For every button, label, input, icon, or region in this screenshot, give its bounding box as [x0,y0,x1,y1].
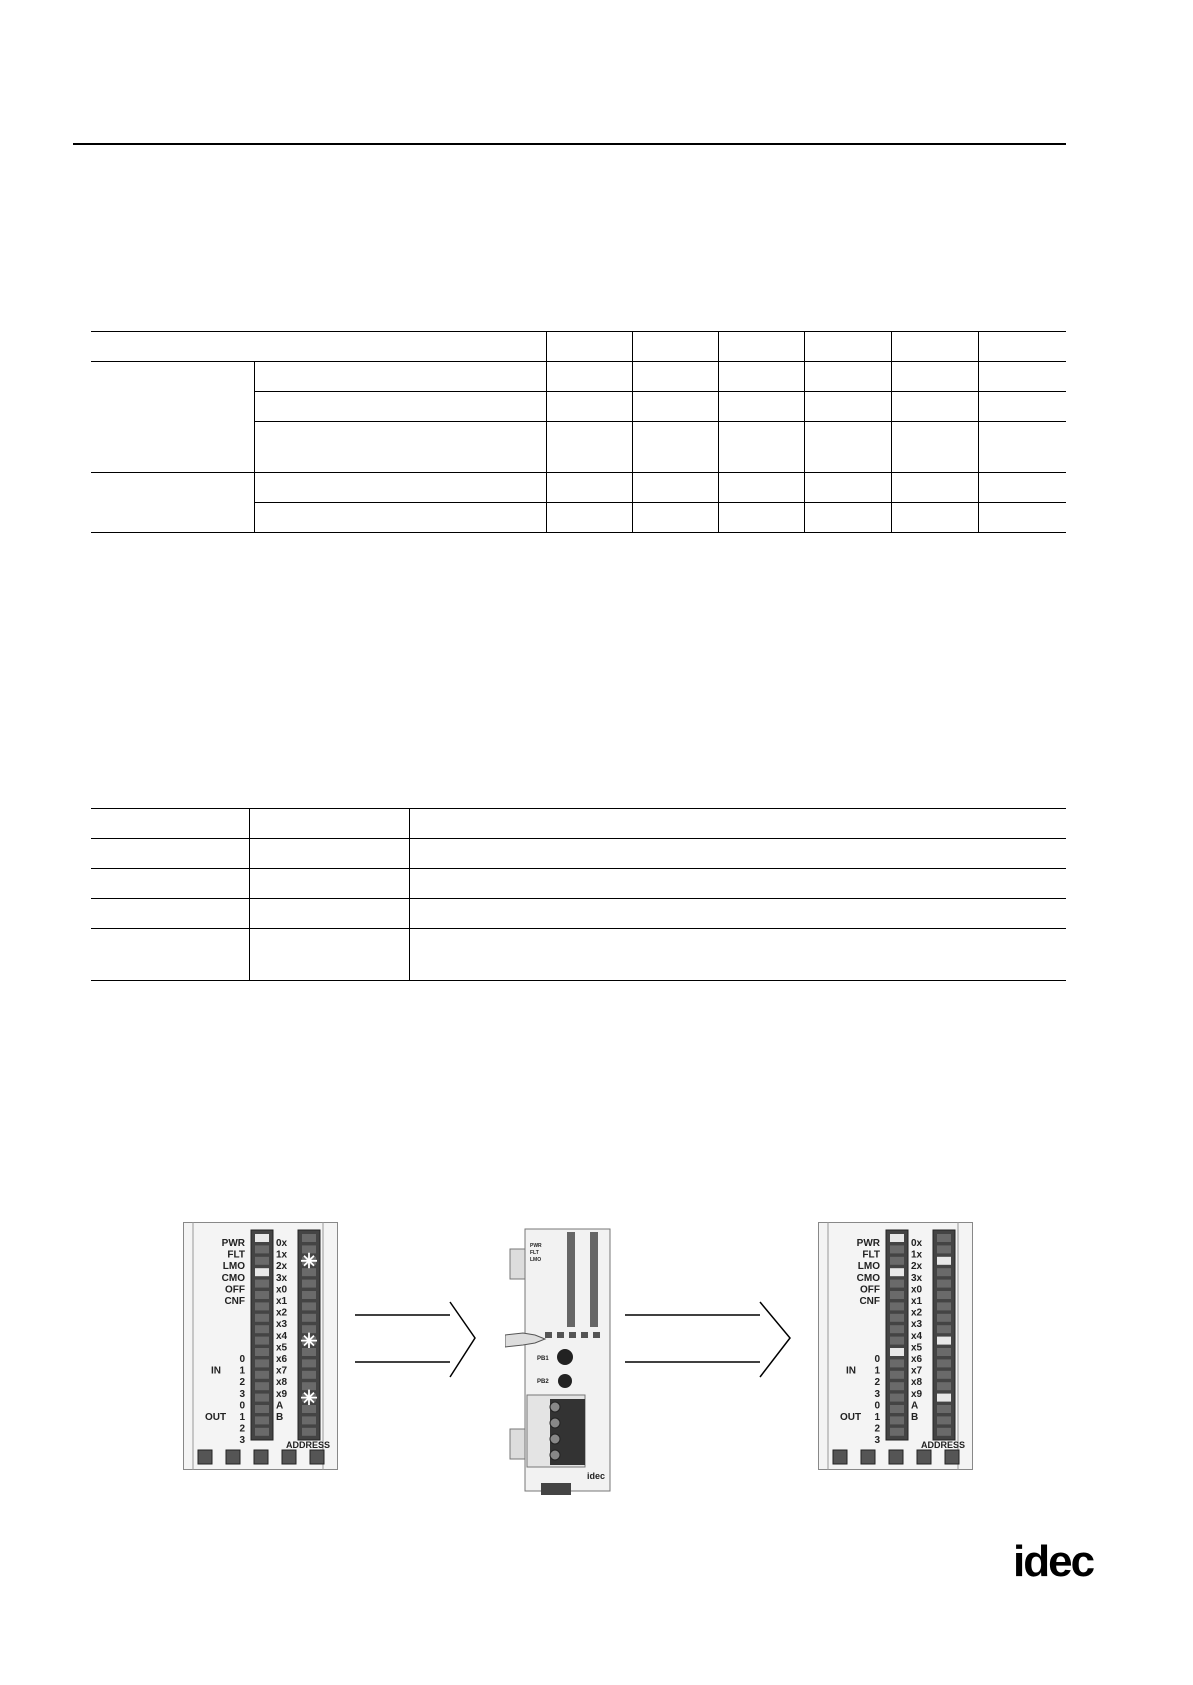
address-label: x6 [911,1354,923,1365]
address-label: x3 [276,1319,288,1331]
address-label: 2x [276,1261,288,1273]
in-label: IN [846,1365,856,1377]
arrow-right-1 [355,1300,480,1380]
arrow-right-2 [625,1300,795,1380]
panel-key [198,1450,212,1464]
led-segment [937,1359,951,1367]
led-segment [890,1268,904,1276]
pb1-label: PB1 [537,1356,549,1362]
led-segment [937,1416,951,1424]
status-led-label: PWR [221,1238,245,1249]
led-segment [302,1416,316,1424]
led-segment [890,1314,904,1322]
status-led-label: CNF [859,1296,880,1307]
led-segment [890,1325,904,1333]
address-label: x4 [276,1330,288,1342]
address-label: 1x [276,1249,288,1261]
status-led-label: OFF [225,1284,245,1296]
address-label: B [911,1412,919,1423]
led-segment [255,1394,269,1402]
address-label: x5 [276,1342,288,1354]
io-number-label: 0 [239,1354,245,1365]
panel-key [861,1450,875,1464]
address-label: x5 [911,1342,923,1354]
led-segment [937,1302,951,1310]
led-segment [937,1280,951,1288]
status-led-label: LMO [222,1261,245,1273]
address-label: x0 [276,1284,288,1296]
led-segment [937,1291,951,1299]
pb2-label: PB2 [537,1379,549,1385]
led-segment [255,1280,269,1288]
led-segment [890,1280,904,1288]
led-segment [255,1234,269,1242]
led-segment [255,1416,269,1424]
svg-text:PWR: PWR [530,1243,542,1249]
led-segment [890,1302,904,1310]
led-segment [302,1325,316,1333]
panel-key [889,1450,903,1464]
led-segment [890,1394,904,1402]
led-segment [890,1416,904,1424]
address-label: 3x [911,1272,923,1284]
led-segment [255,1314,269,1322]
io-number-label: 3 [239,1435,245,1447]
led-segment [890,1337,904,1345]
status-led-label: FLT [862,1249,880,1261]
address-label: x8 [276,1377,288,1389]
panel-key [833,1450,847,1464]
address-label: x2 [911,1307,923,1319]
io-number-label: 3 [874,1388,880,1400]
module-brand: idec [587,1471,606,1481]
address-label: B [276,1412,284,1423]
address-label: 2x [911,1261,923,1273]
address-label: x1 [911,1296,923,1307]
io-number-label: 0 [874,1400,880,1412]
led-segment [890,1405,904,1413]
in-label: IN [211,1365,221,1377]
status-led-label: PWR [856,1238,880,1249]
out-label: OUT [205,1412,227,1423]
led-segment [937,1348,951,1356]
panel-key [254,1450,268,1464]
led-segment [890,1359,904,1367]
led-segment [302,1280,316,1288]
led-segment [302,1428,316,1436]
io-number-label: 1 [239,1365,245,1377]
led-segment [255,1428,269,1436]
io-number-label: 2 [239,1377,245,1389]
address-label: x1 [276,1296,288,1307]
panel-key [310,1450,324,1464]
address-label: 3x [276,1272,288,1284]
led-segment [937,1257,951,1265]
io-number-label: 2 [239,1423,245,1435]
io-number-label: 1 [874,1365,880,1377]
led-segment [937,1382,951,1390]
out-label: OUT [840,1412,862,1423]
address-label: x3 [911,1319,923,1331]
led-segment [937,1337,951,1345]
led-segment [255,1382,269,1390]
address-caption: ADDRESS [920,1440,966,1450]
io-number-label: 1 [874,1412,880,1423]
panel-key [282,1450,296,1464]
led-segment [890,1428,904,1436]
header-rule [73,143,1066,145]
led-segment [302,1302,316,1310]
led-segment [255,1257,269,1265]
led-segment [937,1371,951,1379]
io-number-label: 2 [874,1377,880,1389]
led-segment [890,1382,904,1390]
led-segment [302,1245,316,1253]
led-segment [890,1234,904,1242]
led-segment [255,1291,269,1299]
status-led-label: OFF [860,1284,880,1296]
io-number-label: 1 [239,1412,245,1423]
led-segment [255,1359,269,1367]
address-label: 1x [911,1249,923,1261]
address-label: x9 [276,1388,288,1400]
io-number-label: 0 [239,1400,245,1412]
led-segment [255,1302,269,1310]
led-segment [255,1371,269,1379]
status-led-label: LMO [857,1261,880,1273]
led-segment [302,1268,316,1276]
io-number-label: 3 [874,1435,880,1447]
led-segment [302,1371,316,1379]
led-segment [937,1394,951,1402]
io-number-label: 3 [239,1388,245,1400]
led-segment [302,1234,316,1242]
panel-key [917,1450,931,1464]
address-label: A [911,1400,919,1412]
led-segment [302,1405,316,1413]
address-label: x6 [276,1354,288,1365]
status-led-label: FLT [227,1249,245,1261]
led-segment [255,1405,269,1413]
led-segment [255,1348,269,1356]
address-label: x4 [911,1330,923,1342]
io-number-label: 2 [874,1423,880,1435]
led-segment [302,1359,316,1367]
led-segment [890,1291,904,1299]
led-panel-before [183,1222,338,1470]
led-segment [302,1382,316,1390]
address-label: 0x [911,1238,923,1249]
led-segment [302,1314,316,1322]
led-segment [937,1245,951,1253]
led-segment [890,1348,904,1356]
led-segment [255,1325,269,1333]
address-label: 0x [276,1238,288,1249]
led-segment [937,1268,951,1276]
led-segment [255,1268,269,1276]
led-segment [890,1371,904,1379]
led-segment [937,1428,951,1436]
address-label: x2 [276,1307,288,1319]
panel-key [226,1450,240,1464]
led-segment [937,1314,951,1322]
svg-text:LMO: LMO [530,1257,542,1263]
led-segment [255,1245,269,1253]
status-led-label: CMO [856,1272,880,1284]
led-segment [937,1405,951,1413]
address-label: x7 [911,1365,923,1377]
address-label: x7 [276,1365,288,1377]
led-segment [302,1348,316,1356]
led-segment [890,1245,904,1253]
address-caption: ADDRESS [285,1440,331,1450]
led-panel-after [818,1222,973,1470]
address-label: A [276,1400,284,1412]
address-label: x8 [911,1377,923,1389]
led-segment [937,1325,951,1333]
led-segment [302,1291,316,1299]
idec-logo: idec [1013,1537,1094,1586]
panel-key [945,1450,959,1464]
address-label: x9 [911,1388,923,1400]
led-segment [890,1257,904,1265]
status-led-label: CNF [224,1296,245,1307]
io-number-label: 0 [874,1354,880,1365]
led-segment [937,1234,951,1242]
module-illustration [505,1227,615,1495]
led-segment [255,1337,269,1345]
status-led-label: CMO [221,1272,245,1284]
address-label: x0 [911,1284,923,1296]
svg-text:FLT: FLT [530,1250,539,1256]
